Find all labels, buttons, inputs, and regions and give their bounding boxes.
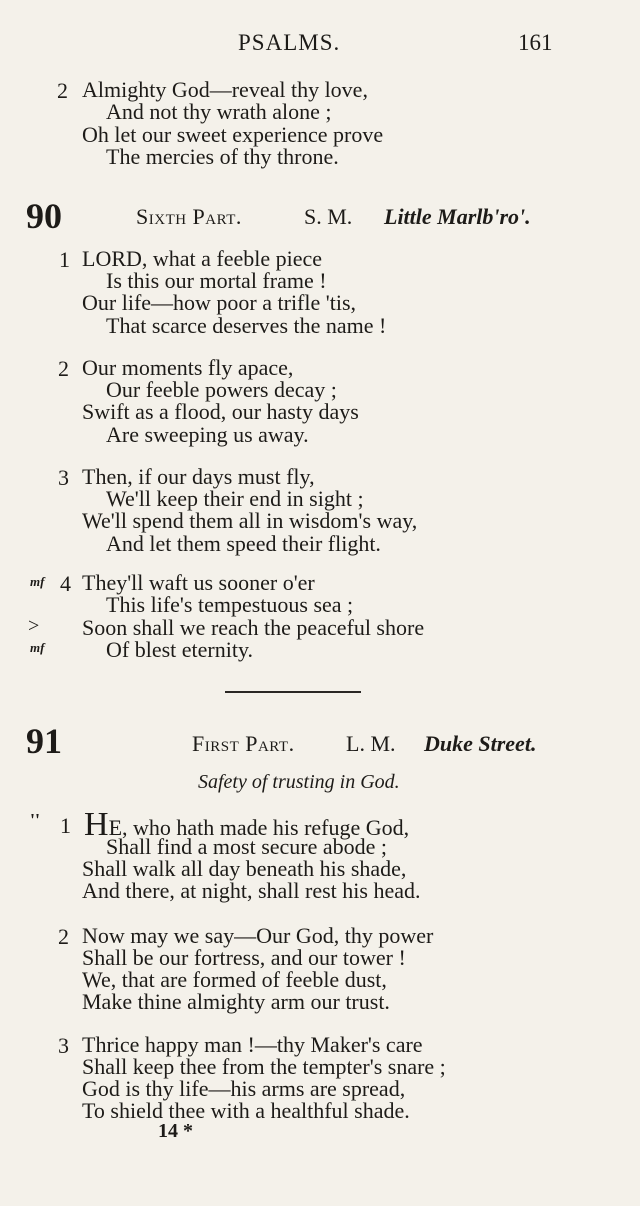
dynamic-mark: mf: [30, 640, 45, 655]
verse-number: 4: [60, 571, 71, 596]
verse-number: 2: [58, 356, 69, 381]
verse-number: 1: [60, 813, 71, 838]
verse-number: 2: [58, 924, 69, 949]
running-header: PSALMS.: [238, 30, 341, 55]
dynamic-mark: mf: [30, 574, 45, 589]
verse-line: Are sweeping us away.: [106, 422, 309, 447]
verse-line: Now may we say—Our God, thy power: [82, 923, 434, 948]
verse-line: We'll keep their end in sight ;: [106, 486, 364, 511]
tune-name: Little Marlb'ro'.: [384, 204, 531, 229]
signature-mark: 14 *: [158, 1120, 193, 1142]
hymn-number: 90: [26, 196, 62, 236]
verse-line: This life's tempestuous sea ;: [106, 592, 354, 617]
hymn-meter: S. M.: [304, 204, 353, 229]
verse-line: Almighty God—reveal thy love,: [82, 77, 368, 102]
verse-number: 2: [57, 78, 68, 103]
drop-cap: H: [84, 806, 109, 843]
verse-line: And let them speed their flight.: [106, 531, 381, 556]
verse-line: Make thine almighty arm our trust.: [82, 989, 390, 1014]
verse-line: Of blest eternity.: [106, 637, 254, 662]
verse-line: Swift as a flood, our hasty days: [82, 399, 359, 424]
verse-line: Our feeble powers decay ;: [106, 377, 337, 402]
verse-line: Shall walk all day beneath his shade,: [82, 856, 407, 881]
performance-mark: '': [30, 810, 41, 830]
verse-line: That scarce deserves the name !: [106, 313, 387, 338]
accent-mark: >: [28, 615, 40, 637]
verse-line: To shield thee with a healthful shade.: [82, 1098, 410, 1123]
hymn-part: Sixth Part.: [136, 204, 242, 229]
verse-line: Our moments fly apace,: [82, 355, 294, 380]
verse-line: Then, if our days must fly,: [82, 464, 315, 489]
verse-line: They'll waft us sooner o'er: [82, 570, 315, 595]
hymn-subtitle: Safety of trusting in God.: [198, 771, 400, 793]
verse-line: LORD, what a feeble piece: [82, 246, 323, 271]
verse-line: Thrice happy man !—thy Maker's care: [82, 1032, 423, 1057]
verse-number: 1: [59, 247, 70, 272]
hymn-meter: L. M.: [346, 731, 396, 756]
verse-line: Shall be our fortress, and our tower !: [82, 945, 406, 970]
verse-line: Is this our mortal frame !: [106, 268, 327, 293]
verse-line: We, that are formed of feeble dust,: [82, 967, 387, 992]
page-number: 161: [518, 30, 553, 55]
hymn-part: First Part.: [192, 731, 295, 756]
hymn-number: 91: [26, 721, 62, 761]
verse-number: 3: [58, 1033, 69, 1058]
verse-line: Shall find a most secure abode ;: [106, 834, 388, 859]
verse-line-rest: E, who hath made his refuge God,: [108, 815, 410, 840]
verse-line: And there, at night, shall rest his head.: [82, 878, 421, 903]
verse-number: 3: [58, 465, 69, 490]
verse-line: God is thy life—his arms are spread,: [82, 1076, 406, 1101]
verse-line: Soon shall we reach the peaceful shore: [82, 615, 425, 640]
verse-line: And not thy wrath alone ;: [106, 99, 332, 124]
verse-line: Oh let our sweet experience prove: [82, 122, 384, 147]
verse-line: Our life—how poor a trifle 'tis,: [82, 290, 357, 315]
tune-name: Duke Street.: [424, 731, 537, 756]
verse-line: Shall keep thee from the tempter's snare ;: [82, 1054, 446, 1079]
section-divider: [225, 691, 361, 693]
verse-line: We'll spend them all in wisdom's way,: [82, 508, 418, 533]
verse-line: The mercies of thy throne.: [106, 144, 339, 169]
